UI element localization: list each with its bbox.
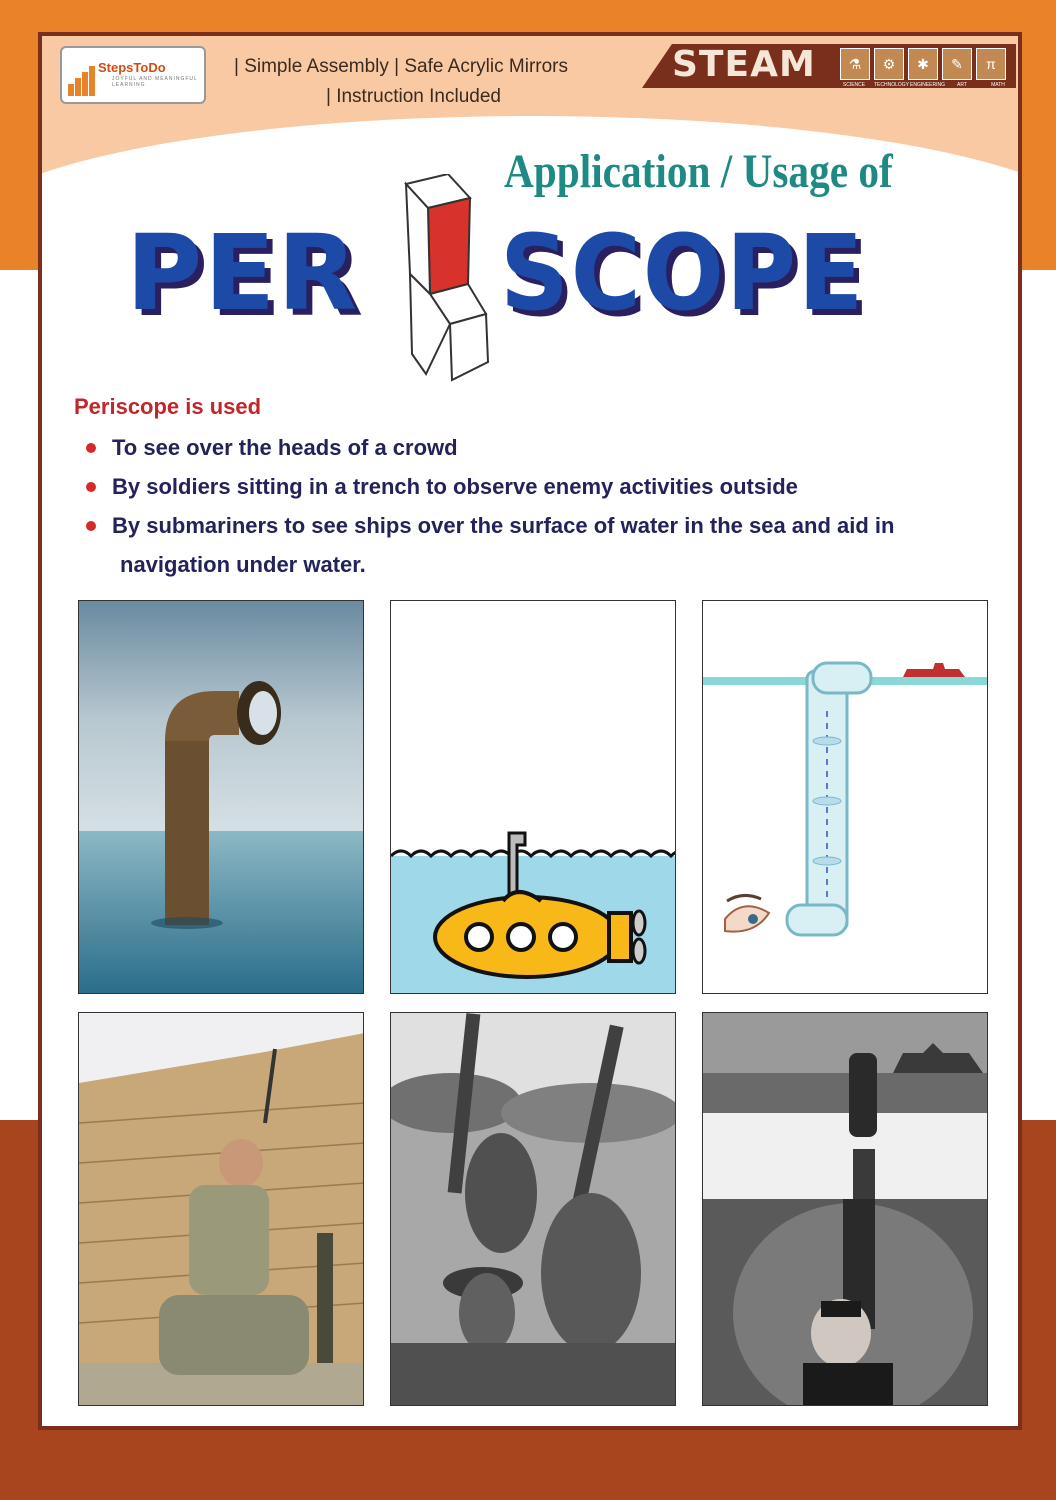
title-part-right: SCOPE: [500, 212, 866, 334]
image-submarine-interior: [702, 1012, 988, 1406]
usage-item-text: By submariners to see ships over the surface of water in the sea and aid in: [112, 513, 895, 538]
engineering-icon: ✱: [908, 48, 938, 80]
steam-cat-art: ART: [957, 82, 967, 88]
list-item: [82, 506, 1012, 584]
brand-tagline: JOYFUL AND MEANINGFUL LEARNING: [112, 76, 198, 88]
periscope-model-icon: [392, 174, 502, 384]
math-icon: π: [976, 48, 1006, 80]
steam-category-labels: [838, 82, 1014, 88]
poster-frame: [38, 32, 1022, 1430]
list-item: [82, 467, 1012, 506]
usage-item-text: By soldiers sitting in a trench to observe enemy activities outside: [112, 474, 798, 499]
features-line-1: | Simple Assembly | Safe Acrylic Mirrors: [234, 56, 569, 77]
steam-icons: [840, 48, 1006, 80]
art-icon: ✎: [942, 48, 972, 80]
steam-cat-engineering: ENGINEERING: [910, 82, 946, 88]
steam-cat-math: MATH: [991, 82, 1005, 88]
usage-heading: Periscope is used: [74, 394, 262, 419]
usage-item-text: To see over the heads of a crowd: [112, 435, 458, 460]
brand-name: StepsToDo: [98, 60, 166, 75]
page-subtitle: Application / Usage of: [504, 145, 893, 198]
image-periscope-in-sea: [78, 600, 364, 994]
title-part-left: PER: [126, 212, 360, 334]
usage-list: [82, 428, 1012, 584]
image-trench-soldiers: [390, 1012, 676, 1406]
science-icon: ⚗: [840, 48, 870, 80]
brand-logo: [60, 46, 206, 104]
steam-cat-technology: TECHNOLOGY: [874, 82, 910, 88]
image-soldier-periscope: [78, 1012, 364, 1406]
features-line-2: | Instruction Included: [326, 86, 501, 107]
list-item: [82, 428, 1012, 467]
technology-icon: ⚙: [874, 48, 904, 80]
image-cartoon-submarine: [390, 600, 676, 994]
steam-label: STEAM: [672, 44, 816, 85]
steam-cat-science: SCIENCE: [842, 82, 866, 88]
image-periscope-diagram: [702, 600, 988, 994]
usage-item-continuation: navigation under water.: [120, 552, 366, 577]
